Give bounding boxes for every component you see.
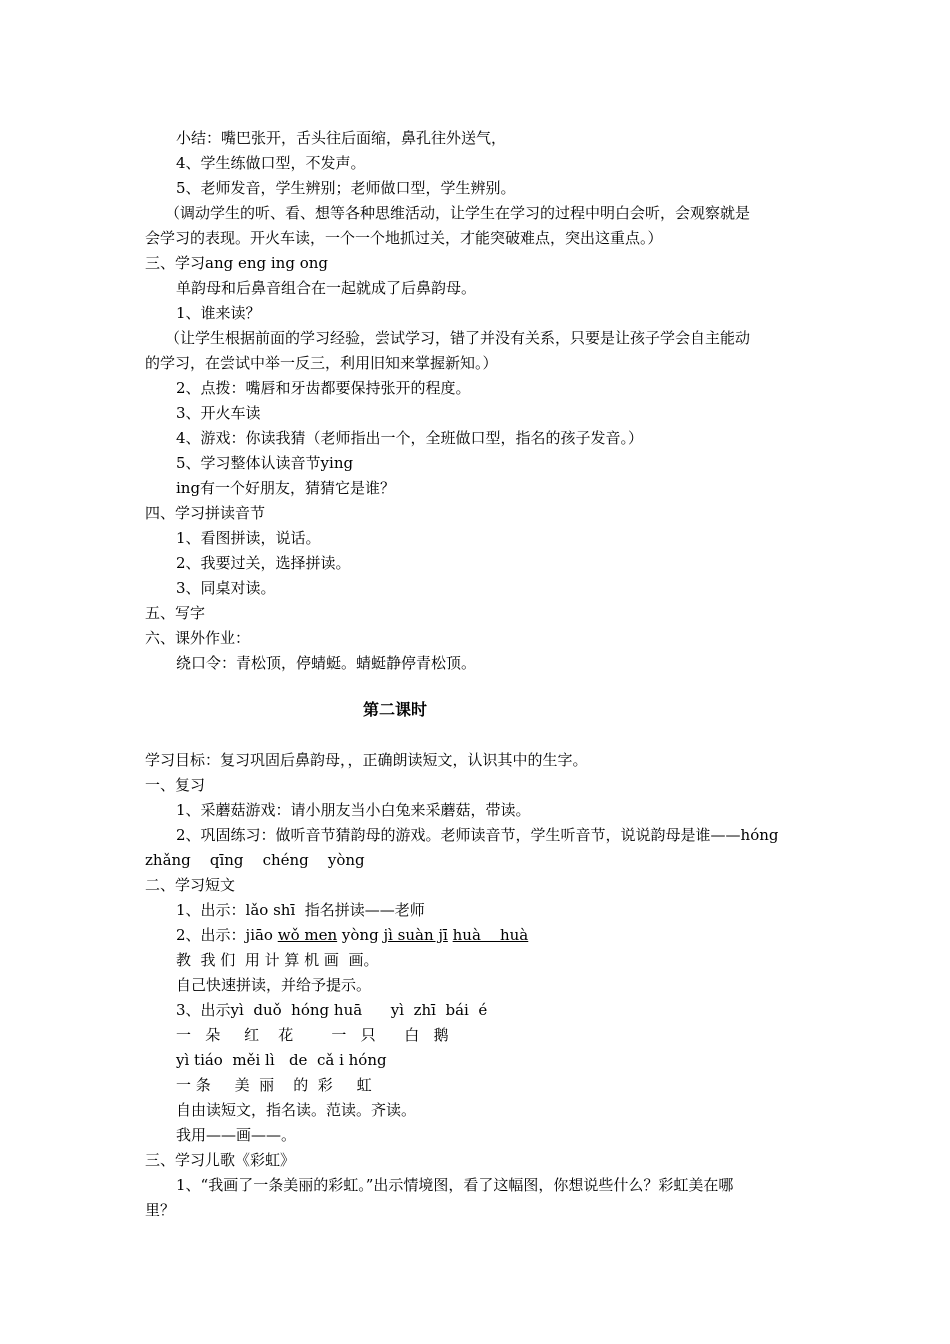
passage-item-2-tip: 自己快速拼读，并给予提示。 [176,976,372,994]
review-heading: 一、复习 [145,776,206,794]
lesson-2-title: 第二课时 [362,700,427,719]
section-3-item-5b: ing有一个好朋友，猜猜它是谁？ [176,479,396,497]
section-5-heading: 五、写字 [145,604,206,622]
summary-line: 小结：嘴巴张开，舌头往后面缩，鼻孔往外送气， [176,129,507,147]
learning-goal: 学习目标：复习巩固后鼻韵母，，正确朗读短文，认识其中的生字。 [145,751,588,769]
section-4-item-1: 1、看图拼读，说话。 [176,529,321,547]
passage-item-4-hanzi: 一 条 美 丽 的 彩 虹 [176,1076,372,1094]
step-5: 5、老师发音，学生辨别；老师做口型，学生辨别。 [176,179,516,197]
note-1-line-2: 会学习的表现。开火车读，一个一个地抓过关，才能突破难点，突出这重点。） [145,229,663,247]
tongue-twister: 绕口令：青松顶，停蜻蜓。蜻蜓静停青松顶。 [176,654,477,672]
review-item-2-line-2: zhǎng qīng chéng yòng [145,851,365,869]
section-4-item-3: 3、同桌对读。 [176,579,276,597]
pinyin-middle: yòng [337,926,384,944]
passage-item-4-pinyin: yì tiáo měi lì de cǎ i hóng [176,1051,387,1069]
pinyin-underlined-3: huà huà [452,926,529,944]
note-2-line-1: （让学生根据前面的学习经验，尝试学习，错了并没有关系，只要是让孩子学会自主能动 [165,329,751,347]
song-item-1-line-2: 里？ [145,1201,176,1219]
pinyin-underlined-1: wǒ men [277,926,338,944]
note-2-line-2: 的学习，在尝试中举一反三，利用旧知来掌握新知。） [145,354,498,372]
section-3-heading: 三、学习ang eng ing ong [145,254,329,272]
section-3-item-2: 2、点拨：嘴唇和牙齿都要保持张开的程度。 [176,379,471,397]
section-3-intro: 单韵母和后鼻音组合在一起就成了后鼻韵母。 [176,279,477,297]
passage-item-3-pinyin: 3、出示yì duǒ hóng huā yì zhī bái é [176,1001,488,1019]
section-3-item-3: 3、开火车读 [176,404,261,422]
passage-item-2-pinyin [176,925,528,945]
section-6-heading: 六、课外作业： [145,629,251,647]
section-4-item-2: 2、我要过关，选择拼读。 [176,554,351,572]
section-3-item-5: 5、学习整体认读音节ying [176,454,354,472]
step-4: 4、学生练做口型，不发声。 [176,154,366,172]
pinyin-underlined-2: jì suàn jī [383,926,448,944]
section-3-item-1: 1、谁来读？ [176,304,261,322]
passage-item-2-hanzi: 教 我 们 用 计 算 机 画 画。 [176,951,379,969]
passage-item-3-hanzi: 一 朵 红 花 一 只 白 鹅 [176,1026,449,1044]
song-heading: 三、学习儿歌《彩虹》 [145,1151,296,1169]
passage-reading: 自由读短文，指名读。范读。齐读。 [176,1101,417,1119]
review-item-2-line-1: 2、巩固练习：做听音节猜韵母的游戏。老师读音节，学生听音节，说说韵母是谁——hóng [176,826,779,844]
pinyin-prefix: 2、出示：jiāo [176,926,278,944]
passage-sentence: 我用——画——。 [176,1126,297,1144]
note-1-line-1: （调动学生的听、看、想等各种思维活动，让学生在学习的过程中明白会听，会观察就是 [165,204,751,222]
passage-heading: 二、学习短文 [145,876,236,894]
passage-item-1: 1、出示：lǎo shī 指名拼读——老师 [176,901,425,919]
section-4-heading: 四、学习拼读音节 [145,504,266,522]
section-3-item-4: 4、游戏：你读我猜（老师指出一个，全班做口型，指名的孩子发音。） [176,429,644,447]
song-item-1-line-1: 1、“我画了一条美丽的彩虹。”出示情境图，看了这幅图，你想说些什么？彩虹美在哪 [176,1176,734,1194]
review-item-1: 1、采蘑菇游戏：请小朋友当小白兔来采蘑菇，带读。 [176,801,531,819]
